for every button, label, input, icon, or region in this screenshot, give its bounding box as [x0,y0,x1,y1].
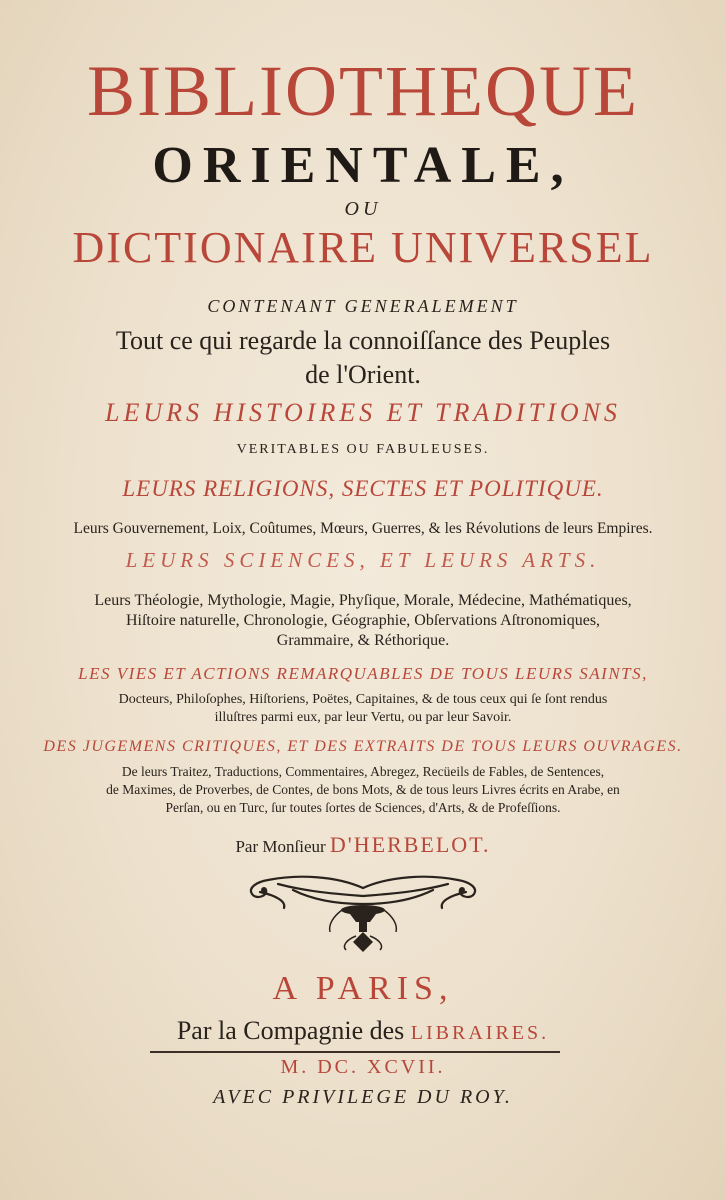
heading-jugemens: DES JUGEMENS CRITIQUES, ET DES EXTRAITS DE TOUS LEURS OUVRAGES. [43,738,683,755]
title-line-orientale: ORIENTALE, [152,137,574,194]
imprint-rule [150,1051,560,1053]
heading-sciences: LEURS SCIENCES, ET LEURS ARTS. [125,548,601,572]
heading-religions: LEURS RELIGIONS, SECTES ET POLITIQUE. [122,476,604,501]
subheading-veritables: VERITABLES OU FABULEUSES. [236,442,490,457]
line-traitez-3: Perſan, ou en Turc, ſur toutes ſortes de Sciences, d'Arts, & de Profeſſions. [165,800,561,815]
imprint-date: M. DC. XCVII. [280,1056,446,1078]
line-docteurs-2: illuſtres parmi eux, par leur Vertu, ou par leur Savoir. [214,710,512,725]
imprint-publisher [0,1016,726,1046]
title-line-dictionaire: DICTIONAIRE UNIVERSEL [72,223,654,272]
publisher-text: Par la Compagnie des [176,1016,405,1045]
line-traitez-1: De leurs Traitez, Traductions, Commentaires, Abregez, Recüeils de Fables, de Sentences, [121,764,605,779]
heading-histoires: LEURS HISTOIRES ET TRADITIONS [105,398,621,427]
line-theologie-1: Leurs Théologie, Mythologie, Magie, Phyſique, Morale, Médecine, Mathématiques, [94,592,632,609]
author-line [0,832,726,858]
subtitle-contenant: CONTENANT GENERALEMENT [207,296,519,316]
line-theologie-2: Hiſtoire naturelle, Chronologie, Géographie, Obſervations Aſtronomiques, [125,612,601,629]
subtitle-tout-line2: de l'Orient. [305,360,421,389]
title-line-bibliotheque: BIBLIOTHEQUE [87,51,639,131]
line-theologie-3: Grammaire, & Réthorique. [276,632,450,649]
heading-vies: LES VIES ET ACTIONS REMARQUABLES DE TOUS LEURS SAINTS, [78,664,648,683]
subtitle-tout-line1: Tout ce qui regarde la connoiſſance des Peuples [115,326,611,355]
line-traitez-2: de Maximes, de Proverbes, de Contes, de bons Mots, & de tous leurs Livres écrits en Arabe, en [106,782,620,797]
par-monsieur-text: Par Monſieur [235,837,326,856]
line-docteurs-1: Docteurs, Philoſophes, Hiſtoriens, Poëtes, Capitaines, & de tous ceux qui ſe ſont rendus [118,692,608,707]
publisher-libraires: LIBRAIRES. [410,1022,550,1044]
author-name: D'HERBELOT. [329,832,491,857]
line-gouvernement: Leurs Gouvernement, Loix, Coûtumes, Mœurs, Guerres, & les Révolutions de leurs Empires. [73,520,653,537]
fleuron-ornament [238,870,488,955]
imprint-privilege: AVEC PRIVILEGE DU ROY. [213,1086,513,1108]
imprint-paris: A PARIS, [272,970,454,1007]
title-conjunction-ou: OU [344,198,382,220]
